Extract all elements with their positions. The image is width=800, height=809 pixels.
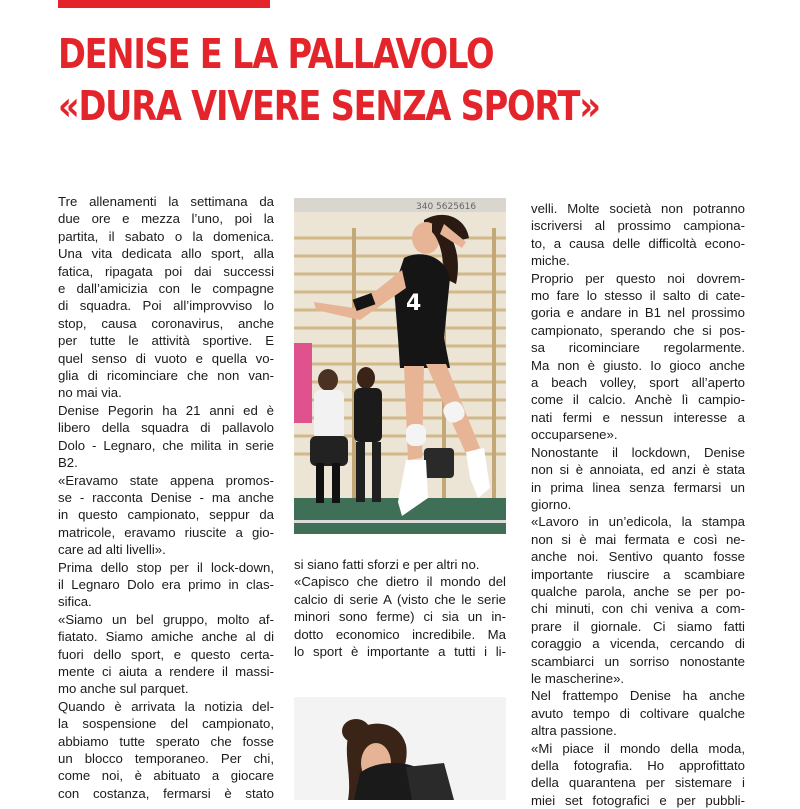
- article-text-line: non si è mai fermata e così ne-: [531, 531, 745, 547]
- article-text-line: partita, il sabato o la domenica.: [58, 228, 274, 244]
- article-text-line: stop, causa coronavirus, anche: [58, 315, 274, 331]
- article-text-line: fiatato. Siamo amiche anche al di: [58, 629, 274, 645]
- article-text-line: un blocco temporaneo. Per chi,: [58, 751, 274, 766]
- article-column-1: [58, 193, 274, 802]
- article-text-line: abbiamo tutte sperato che fosse: [58, 733, 274, 749]
- article-text-line: prare il giornale. Ci siamo fatti: [531, 618, 745, 634]
- article-text-line: come noi, è abituato a giocare: [58, 768, 274, 784]
- article-text-line: glia di ricominciare che non van-: [58, 368, 274, 384]
- article-text-line: due ore e mezza l’uno, poi la: [58, 211, 274, 227]
- article-text-line: quel senso di vuoto e quella vo-: [58, 350, 274, 366]
- article-text-line: con costanza, fermarsi è stato: [58, 785, 274, 801]
- article-text-line: iscriversi al prossimo campiona-: [531, 218, 745, 234]
- article-text-line: «Mi piace il mondo della moda,: [531, 740, 745, 756]
- article-text-line: occuparsene».: [531, 427, 618, 443]
- article-text-line: avuto tempo di coltivare qualche: [531, 705, 745, 721]
- article-text-line: Proprio per questo noi dovrem-: [531, 270, 745, 286]
- article-text-line: «Eravamo state appena promos-: [58, 472, 274, 488]
- article-text-line: Nonostante il lockdown, Denise: [531, 444, 745, 460]
- article-text-line: si siano fatti sforzi e per altri no.: [294, 557, 480, 572]
- article-text-line: lo sport è importante a tutti i li-: [294, 644, 506, 660]
- article-column-2: [294, 556, 506, 660]
- article-text-line: nati fermi e nessun interesse a: [531, 409, 745, 425]
- article-text-line: fatica, ripagata poi dai successi: [58, 263, 274, 279]
- article-text-line: «Siamo un bel gruppo, molto af-: [58, 611, 274, 627]
- article-text-line: Ma non è giusto. Io gioco anche: [531, 357, 745, 373]
- article-text-line: miche.: [531, 253, 570, 269]
- article-text-line: B2.: [58, 455, 78, 471]
- article-text-line: coraggio a vicenda, cercando di: [531, 636, 745, 652]
- article-text-line: e dall’amicizia con le compagne: [58, 281, 274, 297]
- article-text-line: anche noi. Sentivo quanto fosse: [531, 549, 745, 565]
- article-text-line: mo fare lo stesso il salto di cate-: [531, 288, 745, 304]
- headline-line-2: «DURA VIVERE SENZA SPORT»: [58, 82, 600, 130]
- volleyball-player-illustration: [294, 198, 506, 534]
- article-text-line: Nel frattempo Denise ha anche: [531, 688, 745, 704]
- article-text-line: goria e andare in B1 nel prossimo: [531, 305, 745, 321]
- article-text-line: campionato, sperando che si pos-: [531, 322, 745, 338]
- article-text-line: velli. Molte società non potranno: [531, 201, 745, 216]
- article-text-line: in questo campionato, seppur da: [58, 507, 274, 523]
- article-text-line: «Lavoro in un’edicola, la stampa: [531, 514, 745, 530]
- article-text-line: di squadra. Poi all’improvviso lo: [58, 298, 274, 314]
- article-text-line: il Legnaro Dolo era primo in clas-: [58, 576, 274, 592]
- article-text-line: qualche parola, anche se per po-: [531, 583, 745, 599]
- article-text-line: fuori dello sport, e questo certa-: [58, 646, 274, 662]
- article-text-line: come il calcio. Anchè lì campio-: [531, 392, 745, 408]
- article-text-line: «Capisco che dietro il mondo del: [294, 574, 506, 590]
- article-text-line: Prima dello stop per il lock-down,: [58, 559, 274, 575]
- article-text-line: Denise Pegorin ha 21 anni ed è: [58, 402, 274, 418]
- article-text-line: miei set fotografici e per pubbli-: [531, 792, 745, 808]
- article-text-line: dotto economico incredibile. Ma: [294, 626, 506, 642]
- article-text-line: matricole, eravamo riuscite a gio-: [58, 524, 274, 540]
- article-text-line: Tre allenamenti la settimana da: [58, 194, 274, 209]
- article-text-line: se - racconta Denise - ma anche: [58, 489, 274, 505]
- section-accent-bar: [58, 0, 270, 8]
- article-text-line: mente ci aiuta a rendere il massi-: [58, 663, 274, 679]
- article-text-line: no mai via.: [58, 385, 122, 401]
- article-text-line: to, a causa delle difficoltà econo-: [531, 235, 745, 251]
- article-text-line: della quarantena per sistemare i: [531, 775, 745, 791]
- article-text-line: Dolo - Legnaro, che milita in serie: [58, 437, 274, 453]
- article-text-line: Una vita dedicata allo sport, alla: [58, 246, 274, 262]
- article-text-line: giorno.: [531, 496, 572, 512]
- article-text-line: per tutte le attività sportive. E: [58, 333, 274, 349]
- article-text-line: libero della squadra di pallavolo: [58, 420, 274, 436]
- article-text-line: a beach volley, sport all’aperto: [531, 375, 745, 391]
- fashion-portrait-photo: [294, 697, 506, 800]
- article-text-line: le mascherine».: [531, 670, 625, 686]
- article-text-line: non si è annoiata, ed anzi è stata: [531, 462, 745, 478]
- headline-line-1: DENISE E LA PALLAVOLO: [58, 30, 494, 78]
- article-text-line: calcio di serie A (visto che le serie: [294, 591, 506, 607]
- article-text-line: sa ricominciare regolarmente.: [531, 340, 745, 356]
- volleyball-jump-photo: [294, 198, 506, 534]
- article-text-line: minori sono ferme) ci sia un in-: [294, 609, 506, 625]
- article-text-line: altra passione.: [531, 723, 617, 739]
- jersey-number: 4: [406, 291, 422, 316]
- article-text-line: Quando è arrivata la notizia del-: [58, 698, 274, 714]
- article-text-line: importante riuscire a scambiare: [531, 566, 745, 582]
- article-headline: [58, 28, 648, 132]
- article-text-line: scambiarci un sorriso nonostante: [531, 653, 745, 669]
- article-text-line: care ad alti livelli».: [58, 542, 166, 558]
- article-text-line: mo anche sul parquet.: [58, 681, 189, 697]
- article-text-line: sifica.: [58, 594, 92, 610]
- portrait-illustration: [294, 697, 506, 800]
- article-text-line: in prima linea senza fermarsi un: [531, 479, 745, 495]
- article-text-line: della fotografia. Ho approfittato: [531, 758, 745, 773]
- article-column-3: [531, 200, 745, 809]
- article-text-line: chi minuti, con chi veniva a com-: [531, 601, 745, 617]
- banner-text: 340 5625616: [416, 202, 477, 212]
- article-text-line: la sospensione del campionato,: [58, 716, 274, 732]
